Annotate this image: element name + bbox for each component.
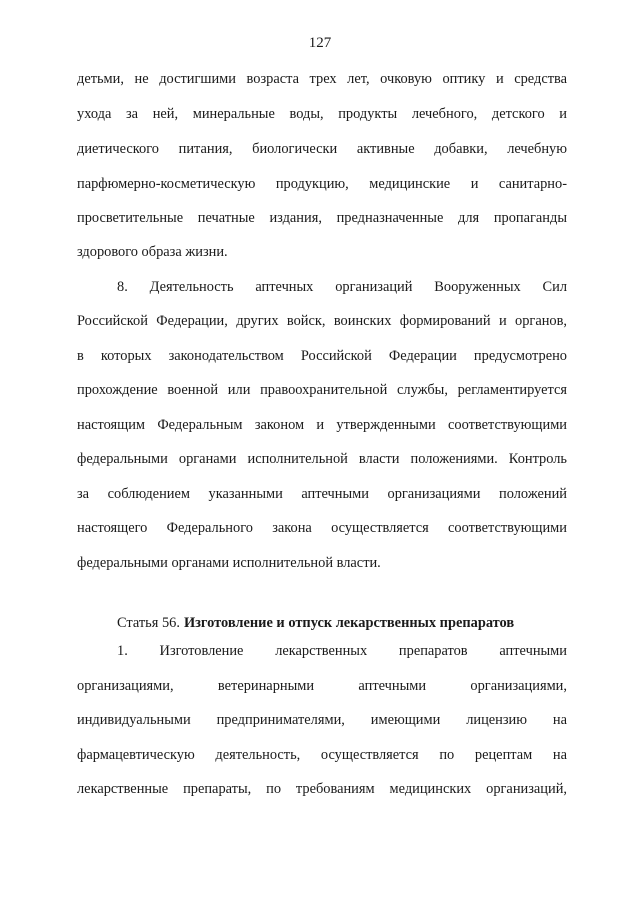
text-line: прохождение военной или правоохранительной службы, регламентируется xyxy=(77,382,567,398)
text-line: парфюмерно-косметическую продукцию, медицинские и санитарно- xyxy=(77,176,567,192)
text-line: федеральными органами исполнительной власти положениями. Контроль xyxy=(77,451,567,467)
text-line: детьми, не достигшими возраста трех лет, очковую оптику и средства xyxy=(77,71,567,87)
text-line: в которых законодательством Российской Федерации предусмотрено xyxy=(77,348,567,364)
text-line: ухода за ней, минеральные воды, продукты лечебного, детского и xyxy=(77,106,567,122)
page-number: 127 xyxy=(308,35,332,51)
text-line: настоящего Федерального закона осуществляется соответствующими xyxy=(77,520,567,536)
text-line: диетического питания, биологически активные добавки, лечебную xyxy=(77,141,567,157)
article-title: Изготовление и отпуск лекарственных препаратов xyxy=(183,615,515,631)
text-line: фармацевтическую деятельность, осуществляется по рецептам на xyxy=(77,747,567,763)
text-line: лекарственные препараты, по требованиям медицинских организаций, xyxy=(77,781,567,797)
text-line: просветительные печатные издания, предназначенные для пропаганды xyxy=(77,210,567,226)
text-line: 1. Изготовление лекарственных препаратов аптечными xyxy=(117,643,567,659)
article-heading xyxy=(117,612,514,634)
text-line: настоящим Федеральным законом и утвержденными соответствующими xyxy=(77,417,567,433)
text-line: 8. Деятельность аптечных организаций Вооруженных Сил xyxy=(117,279,567,295)
text-line: индивидуальными предпринимателями, имеющими лицензию на xyxy=(77,712,567,728)
text-line: здорового образа жизни. xyxy=(77,244,228,260)
text-line: организациями, ветеринарными аптечными организациями, xyxy=(77,678,567,694)
text-line: Российской Федерации, других войск, воинских формирований и органов, xyxy=(77,313,567,329)
text-line: федеральными органами исполнительной власти. xyxy=(77,555,381,571)
article-label: Статья 56. xyxy=(117,615,180,631)
text-line: за соблюдением указанными аптечными организациями положений xyxy=(77,486,567,502)
